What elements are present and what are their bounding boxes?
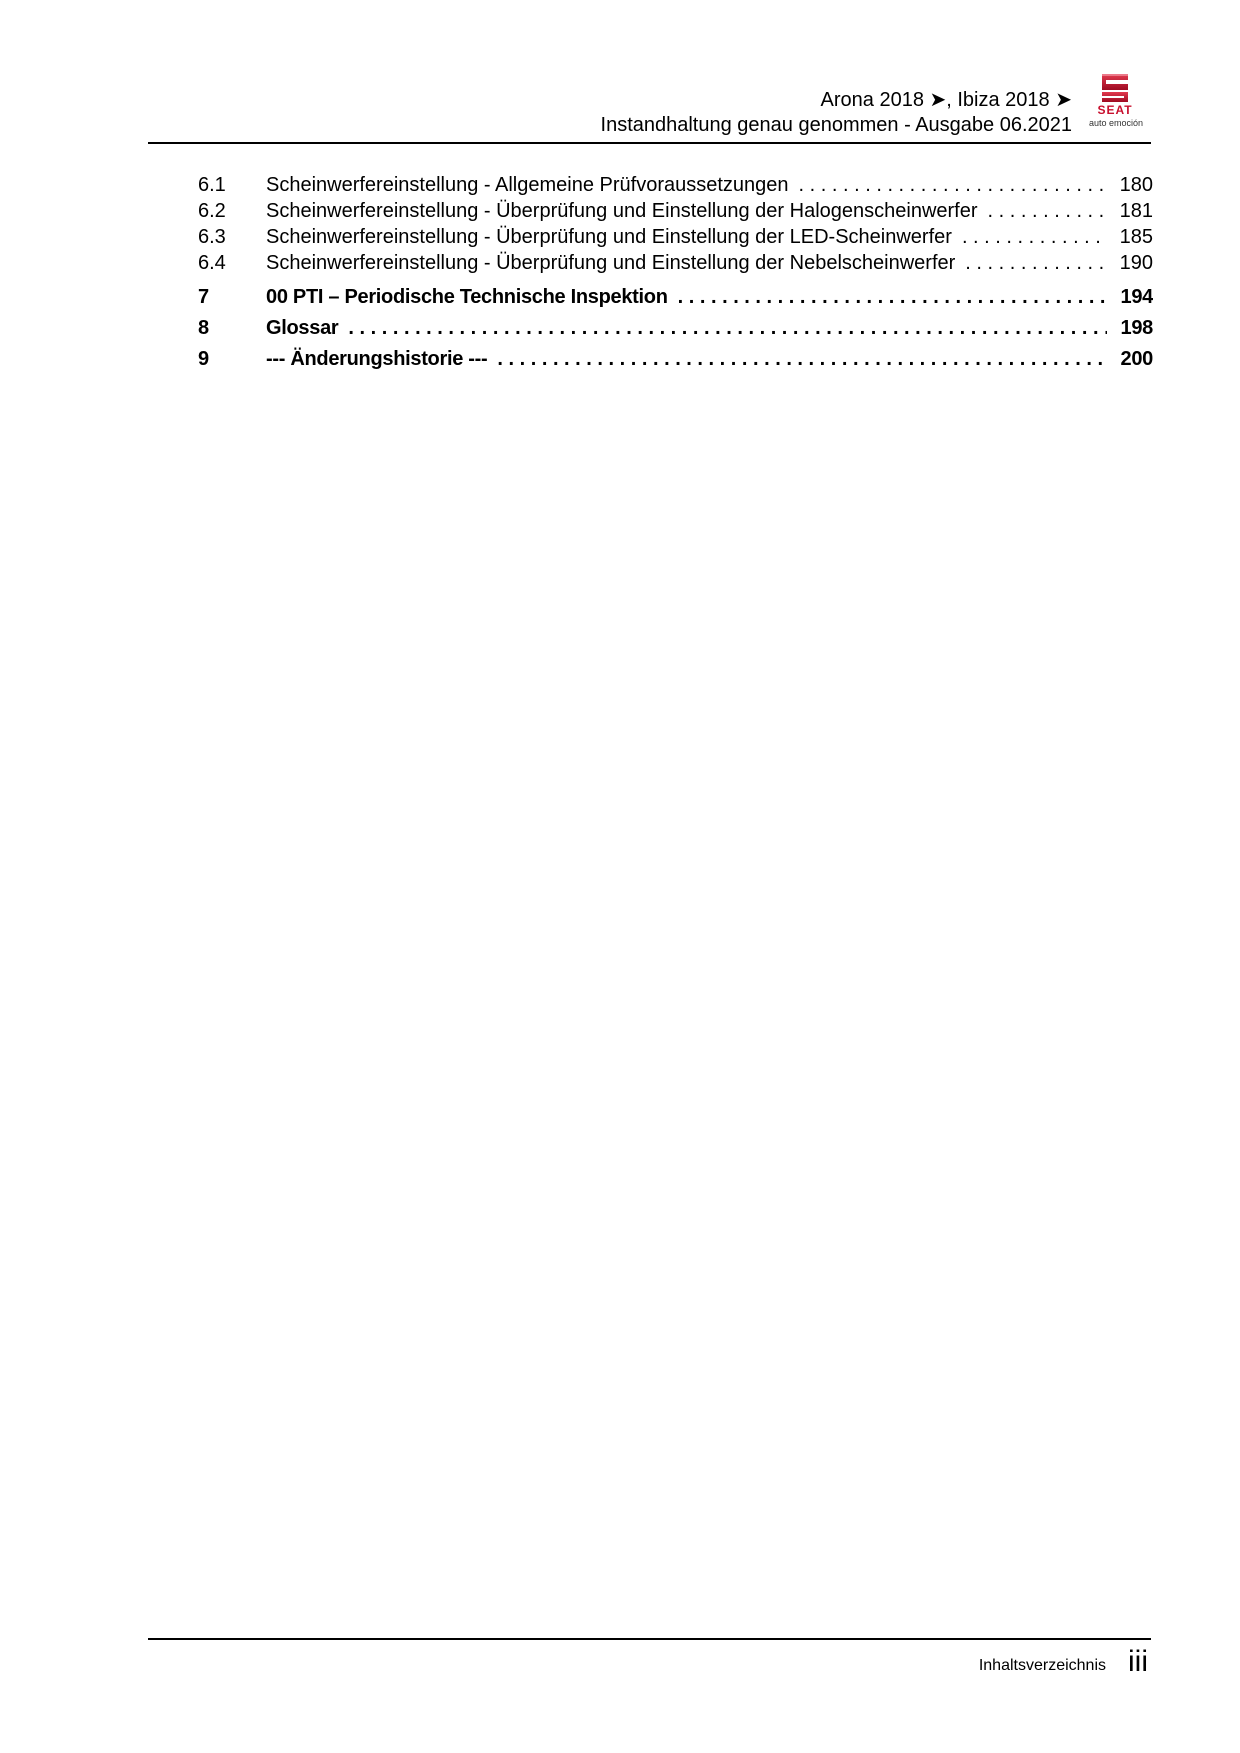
toc-entry-number: 8 [198,317,209,339]
toc-entry-page: 181 [1119,200,1153,222]
toc-entry-title: Scheinwerfereinstellung - Überprüfung und Einstellung der Halogenscheinwerfer [266,200,978,222]
page-header [601,88,1072,138]
toc-entry[interactable] [198,172,1153,198]
toc-entry[interactable] [198,198,1153,224]
toc-entry-number: 7 [198,286,209,308]
footer-divider [148,1638,1151,1640]
toc-leader-dots [965,250,1107,276]
toc-leader-dots [988,198,1107,224]
toc-entry-title: Scheinwerfereinstellung - Allgemeine Prüfvoraussetzungen [266,174,789,196]
toc-entry-number: 6.2 [198,200,226,222]
footer-section-label: Inhaltsverzeichnis [978,1657,1106,1674]
seat-logo-icon [1082,72,1148,104]
toc-entry-title: 00 PTI – Periodische Technische Inspektion [266,286,668,308]
toc-entry-page: 190 [1119,252,1153,274]
toc-chapter-entry[interactable] [198,282,1153,313]
toc-leader-dots [348,313,1107,344]
toc-entry-title: Scheinwerfereinstellung - Überprüfung und Einstellung der Nebelscheinwerfer [266,252,956,274]
toc-chapter-entry[interactable] [198,313,1153,344]
toc-entry-page: 198 [1120,317,1153,339]
toc-entry-title: --- Änderungshistorie --- [266,348,488,370]
toc-entry-number: 6.4 [198,252,226,274]
seat-logo [1082,72,1162,132]
toc-entry[interactable] [198,224,1153,250]
toc-leader-dots [497,344,1107,375]
toc-entry-page: 185 [1119,226,1153,248]
logo-tagline: auto emoción [1088,118,1144,128]
toc-entry-number: 6.3 [198,226,226,248]
logo-brand: SEAT [1097,103,1133,117]
toc-entry-page: 180 [1119,174,1153,196]
footer-page-number: iii [1128,1645,1148,1678]
header-divider [148,142,1151,144]
table-of-contents [198,172,1153,375]
header-edition: Instandhaltung genau genommen - Ausgabe 06.2021 [600,114,1072,136]
toc-leader-dots [962,224,1107,250]
toc-leader-dots [678,282,1107,313]
header-vehicle-models: Arona 2018 ➤, Ibiza 2018 ➤ [820,89,1072,111]
toc-entry-page: 194 [1120,286,1153,308]
toc-chapter-entry[interactable] [198,344,1153,375]
toc-leader-dots [799,172,1107,198]
toc-entry-number: 6.1 [198,174,226,196]
toc-entry-title: Glossar [266,317,339,339]
toc-entry[interactable] [198,250,1153,276]
toc-entry-title: Scheinwerfereinstellung - Überprüfung und Einstellung der LED-Scheinwerfer [266,226,952,248]
toc-entry-page: 200 [1120,348,1153,370]
toc-entry-number: 9 [198,348,209,370]
